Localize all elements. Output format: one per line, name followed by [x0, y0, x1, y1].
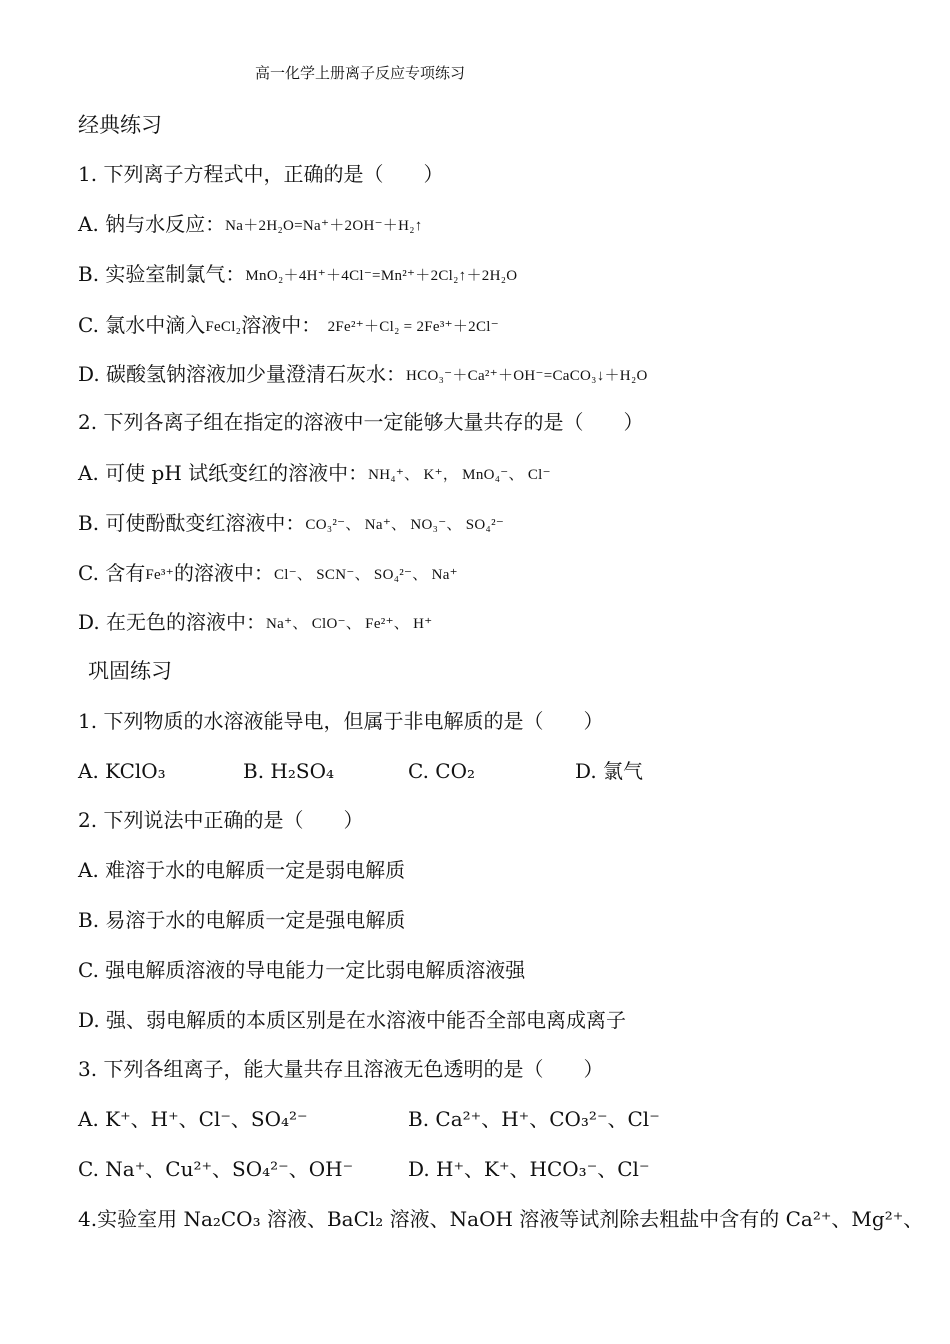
option-d: D. 强、弱电解质的本质区别是在水溶液中能否全部电离成离子	[78, 1008, 627, 1032]
option-b	[78, 262, 517, 288]
option-text: C. 氯水中滴入	[78, 313, 206, 337]
question-stem: 1. 下列物质的水溶液能导电，但属于非电解质的是（ ）	[78, 709, 604, 733]
section-heading-classic: 经典练习	[78, 113, 162, 137]
option-text: D. 碳酸氢钠溶液加少量澄清石灰水：	[78, 362, 407, 386]
chemical-equation: Na＋2H₂O=Na⁺＋2OH⁻＋H₂↑	[225, 218, 423, 234]
option-c: C. Na⁺、Cu²⁺、SO₄²⁻、OH⁻	[78, 1157, 354, 1181]
option-a: A. K⁺、H⁺、Cl⁻、SO₄²⁻	[78, 1107, 308, 1131]
option-b: B. Ca²⁺、H⁺、CO₃²⁻、Cl⁻	[408, 1107, 660, 1131]
option-b: B. H₂SO₄	[243, 759, 334, 783]
chemical-formula: FeCl₂	[205, 319, 242, 335]
ion-list: CO₃²⁻、 Na⁺、 NO₃⁻、 SO₄²⁻	[305, 517, 505, 533]
option-text: 的溶液中：	[173, 561, 274, 585]
page-title: 高一化学上册离子反应专项练习	[255, 64, 466, 82]
option-d	[78, 362, 648, 388]
option-a: A. KClO₃	[78, 759, 166, 783]
option-text: C. 含有	[78, 561, 146, 585]
question-stem: 1. 下列离子方程式中，正确的是（ ）	[78, 162, 444, 186]
option-d: D. H⁺、K⁺、HCO₃⁻、Cl⁻	[408, 1157, 650, 1181]
chemical-formula: Fe³⁺	[145, 567, 174, 583]
option-a	[78, 212, 423, 238]
option-d: D. 氯气	[575, 759, 644, 783]
ion-list: Na⁺、 ClO⁻、 Fe²⁺、 H⁺	[266, 616, 433, 632]
option-b	[78, 511, 504, 537]
question-stem: 2. 下列说法中正确的是（ ）	[78, 808, 364, 832]
chemical-equation: HCO₃⁻＋Ca²⁺＋OH⁻=CaCO₃↓＋H₂O	[406, 368, 648, 384]
option-text: B. 可使酚酞变红溶液中：	[78, 511, 306, 535]
question-stem: 3. 下列各组离子，能大量共存且溶液无色透明的是（ ）	[78, 1057, 604, 1081]
chemical-equation: 2Fe²⁺＋Cl₂ = 2Fe³⁺＋2Cl⁻	[327, 319, 499, 335]
option-a	[78, 461, 551, 487]
option-text: 溶液中：	[241, 313, 322, 337]
option-text: D. 在无色的溶液中：	[78, 610, 267, 634]
option-text: A. 钠与水反应：	[78, 212, 226, 236]
option-text: B. 实验室制氯气：	[78, 262, 246, 286]
question-stem: 2. 下列各离子组在指定的溶液中一定能够大量共存的是（ ）	[78, 410, 644, 434]
option-a: A. 难溶于水的电解质一定是弱电解质	[78, 858, 406, 882]
section-heading-consolidate: 巩固练习	[88, 659, 172, 683]
option-b: B. 易溶于水的电解质一定是强电解质	[78, 908, 406, 932]
option-c: C. CO₂	[408, 759, 476, 783]
ion-list: NH₄⁺、 K⁺， MnO₄⁻、 Cl⁻	[368, 467, 551, 483]
ion-list: Cl⁻、 SCN⁻、 SO₄²⁻、 Na⁺	[273, 567, 458, 583]
question-stem: 4.实验室用 Na₂CO₃ 溶液、BaCl₂ 溶液、NaOH 溶液等试剂除去粗盐中含有的 Ca²⁺、Mg²⁺、	[78, 1207, 924, 1231]
option-text: A. 可使 pH 试纸变红的溶液中：	[78, 461, 369, 485]
option-c	[78, 561, 458, 587]
option-d	[78, 610, 433, 636]
option-c	[78, 313, 499, 339]
chemical-equation: MnO₂＋4H⁺＋4Cl⁻=Mn²⁺＋2Cl₂↑＋2H₂O	[245, 268, 518, 284]
option-c: C. 强电解质溶液的导电能力一定比弱电解质溶液强	[78, 958, 526, 982]
